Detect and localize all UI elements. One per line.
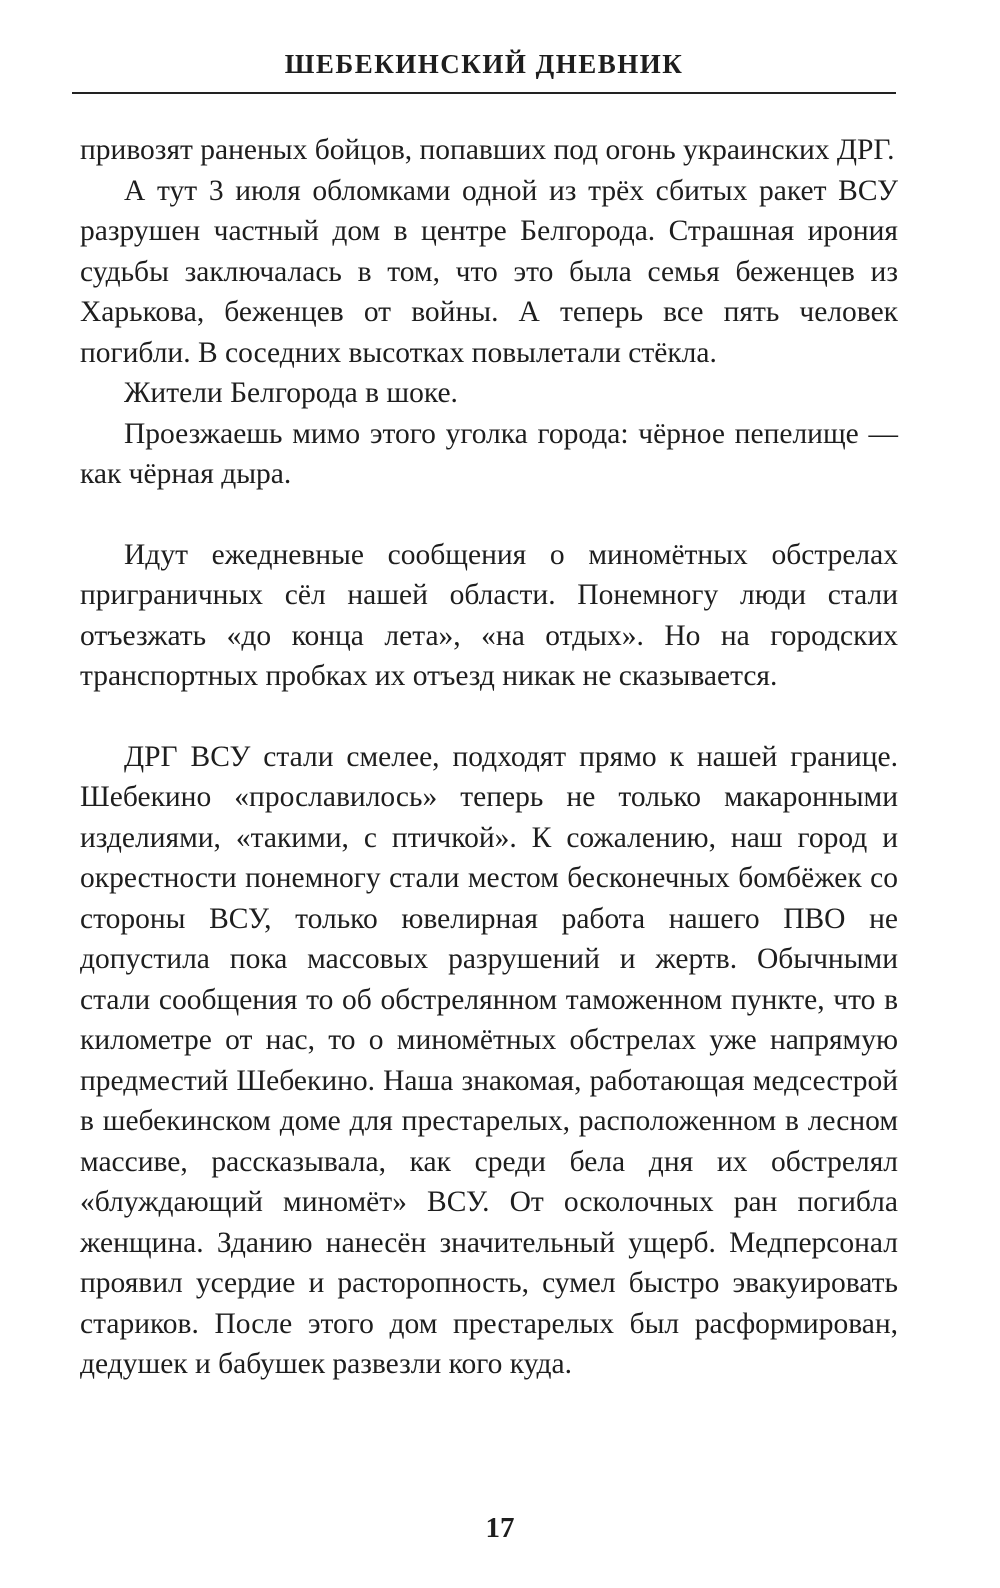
header-rule — [72, 92, 896, 94]
paragraph: А тут 3 июля обломками одной из трёх сбитых ракет ВСУ разрушен частный дом в центре Белгорода. Страшная ирония судьбы заключалась в том, что это была семья беженцев из Харькова, беженцев от войны. А теперь все пять человек погибли. В соседних высотках повылетали стёкла. — [80, 174, 898, 369]
paragraph: Жители Белгорода в шоке. — [124, 377, 458, 409]
running-title: ШЕБЕКИНСКИЙ ДНЕВНИК — [284, 49, 684, 79]
body-text — [80, 130, 898, 1385]
paragraph: ДРГ ВСУ стали смелее, подходят прямо к нашей границе. Шебекино «прославилось» теперь не только макаронными изделиями, «такими, с птичкой». К сожалению, наш город и окрестности понемногу стали местом бесконечных бомбёжек со стороны ВСУ, только ювелирная работа нашего ПВО не допустила пока массовых разрушений и жертв. Обычными стали сообщения то об обстрелянном таможенном пункте, что в километре от нас, то о миномётных обстрелах уже напрямую предместий Шебекино. Наша знакомая, работающая медсестрой в шебекинском доме для престарелых, расположенном в лесном массиве, рассказывала, как среди бела дня их обстрелял «блуждающий миномёт» ВСУ. От осколочных ран погибла женщина. Зданию нанесён значительный ущерб. Медперсонал проявил усердие и расторопность, сумел быстро эвакуировать стариков. После этого дом престарелых был расформирован, дедушек и бабушек развезли кого куда. — [80, 740, 898, 1380]
paragraph: Идут ежедневные сообщения о миномётных обстрелах приграничных сёл нашей области. Понемногу люди стали отъезжать «до конца лета», «на отдых». Но на городских транспортных пробках их отъезд никак не сказывается. — [80, 538, 898, 692]
section-break — [80, 495, 898, 535]
page-number: 17 — [485, 1512, 515, 1544]
section-break — [80, 697, 898, 737]
paragraph: привозят раненых бойцов, попавших под огонь украинских ДРГ. — [80, 134, 895, 166]
paragraph: Проезжаешь мимо этого уголка города: чёрное пепелище — как чёрная дыра. — [80, 417, 898, 490]
